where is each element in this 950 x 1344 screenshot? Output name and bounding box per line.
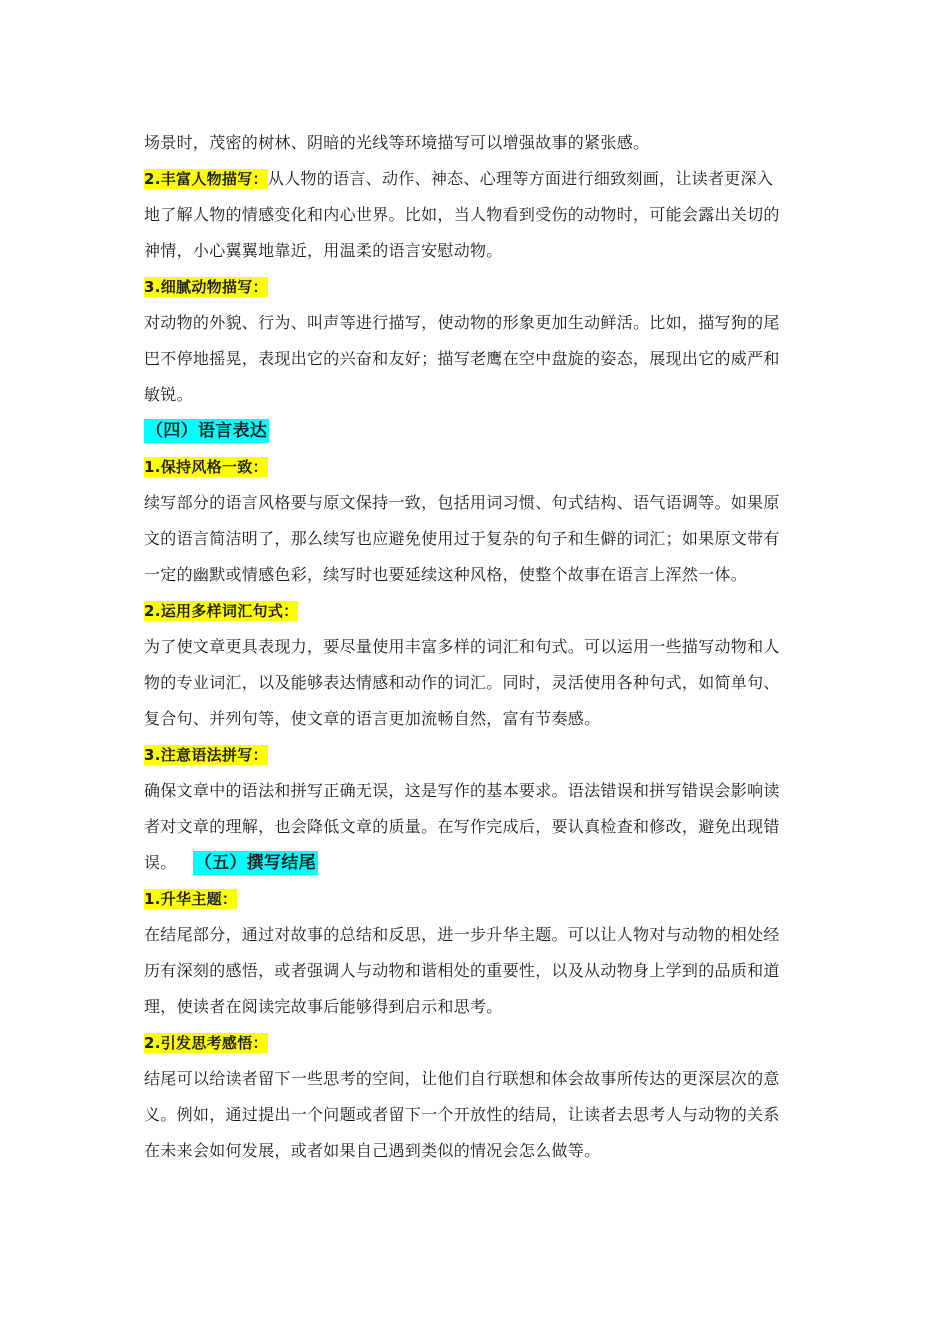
paragraph-line: 对动物的外貌、行为、叫声等进行描写，使动物的形象更加生动鲜活。比如，描写狗的尾 [144,313,780,332]
paragraph-line: 敏锐。 [144,385,193,404]
paragraph-line: 场景时，茂密的树林、阴暗的光线等环境描写可以增强故事的紧张感。 [144,133,650,152]
paragraph-line: 续写部分的语言风格要与原文保持一致，包括用词习惯、句式结构、语气语调等。如果原 [144,493,780,512]
subsection-title: 1.升华主题： [144,890,238,908]
subsection-title: 2.运用多样词汇句式： [144,602,299,620]
paragraph-line: 确保文章中的语法和拼写正确无误，这是写作的基本要求。语法错误和拼写错误会影响读 [144,781,780,800]
section-heading: （四）语言表达 [146,421,268,441]
section-heading-line [144,413,808,449]
subsection-title: 1.保持风格一致： [144,458,268,476]
paragraph-line: 者对文章的理解，也会降低文章的质量。在写作完成后，要认真检查和修改，避免出现错 [144,817,780,836]
paragraph-text: 从人物的语言、动作、神态、心理等方面进行细致刻画，让读者更深入 [267,169,774,188]
subsection-title-line [144,1025,808,1061]
paragraph-line: 在结尾部分，通过对故事的总结和反思，进一步升华主题。可以让人物对与动物的相处经 [144,925,780,944]
paragraph-line [144,161,808,197]
subsection-title-line [144,449,808,485]
subsection-title-line [144,269,808,305]
paragraph-line: 理，使读者在阅读完故事后能够得到启示和思考。 [144,997,503,1016]
paragraph-line: 物的专业词汇，以及能够表达情感和动作的词汇。同时，灵活使用各种句式，如简单句、 [144,673,780,692]
document-page [144,125,808,1169]
subsection-title: 3.细腻动物描写： [144,278,268,296]
paragraph-line: 一定的幽默或情感色彩，续写时也要延续这种风格，使整个故事在语言上浑然一体。 [144,565,748,584]
paragraph-line: 历有深刻的感悟，或者强调人与动物和谐相处的重要性，以及从动物身上学到的品质和道 [144,961,780,980]
section-heading: （五）撰写结尾 [194,853,316,873]
paragraph-line: 巴不停地摇晃，表现出它的兴奋和友好；描写老鹰在空中盘旋的姿态，展现出它的威严和 [144,349,780,368]
paragraph-line: 神情，小心翼翼地靠近，用温柔的语言安慰动物。 [144,241,503,260]
subsection-title-line [144,737,808,773]
subsection-title-line [144,881,808,917]
paragraph-line: 文的语言简洁明了，那么续写也应避免使用过于复杂的句子和生僻的词汇；如果原文带有 [144,529,780,548]
subsection-title: 3.注意语法拼写： [144,746,268,764]
paragraph-line: 复合句、并列句等，使文章的语言更加流畅自然，富有节奏感。 [144,709,601,728]
subsection-title-line [144,593,808,629]
paragraph-line [144,845,808,881]
paragraph-line: 为了使文章更具表现力，要尽量使用丰富多样的词汇和句式。可以运用一些描写动物和人 [144,637,780,656]
paragraph-text: 误。 [144,853,177,872]
paragraph-line: 结尾可以给读者留下一些思考的空间，让他们自行联想和体会故事所传达的更深层次的意 [144,1069,780,1088]
paragraph-line: 在未来会如何发展，或者如果自己遇到类似的情况会怎么做等。 [144,1141,601,1160]
paragraph-line: 义。例如，通过提出一个问题或者留下一个开放性的结局，让读者去思考人与动物的关系 [144,1105,780,1124]
subsection-title: 2.引发思考感悟： [144,1034,268,1052]
paragraph-line: 地了解人物的情感变化和内心世界。比如，当人物看到受伤的动物时，可能会露出关切的 [144,205,780,224]
subsection-title: 2.丰富人物描写： [144,170,268,188]
